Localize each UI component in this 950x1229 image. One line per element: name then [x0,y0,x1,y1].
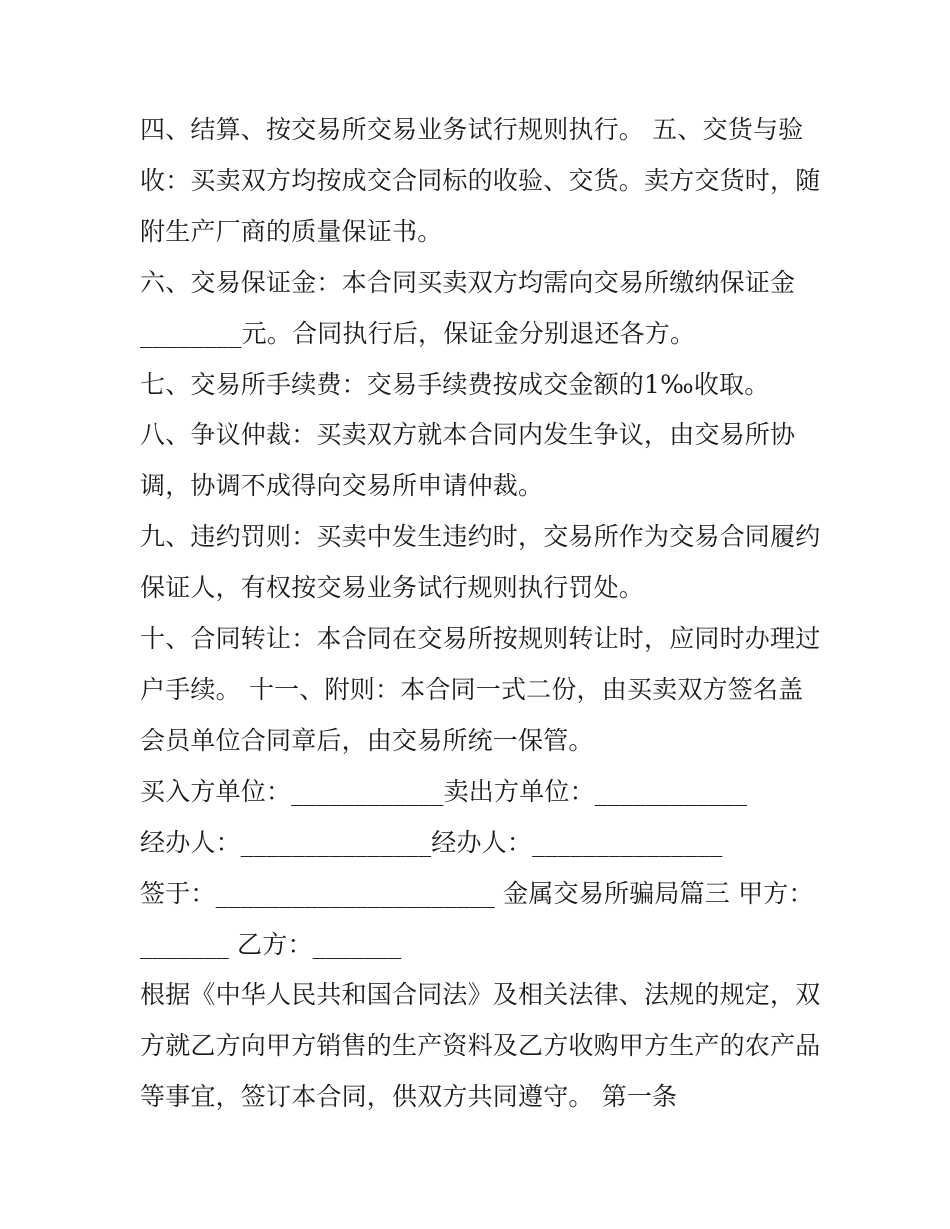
text-line: _______ 乙方：_______ [140,929,402,959]
text-line: 十、合同转让：本合同在交易所按规则转让时，应同时办理过 [140,624,821,654]
text-line: 七、交易所手续费：交易手续费按成交金额的1‰收取。 [140,369,770,399]
text-line: 四、结算、按交易所交易业务试行规则执行。 五、交货与验 [140,115,804,144]
text-line: ________元。合同执行后，保证金分别退还各方。 [140,318,696,348]
text-line: 保证人，有权按交易业务试行规则执行罚处。 [140,573,645,603]
text-line: 收：买卖双方均按成交合同标的收验、交货。卖方交货时，随 [140,165,821,195]
text-line: 附生产厂商的质量保证书。 [140,216,443,246]
text-line: 根据《中华人民共和国合同法》及相关法律、法规的规定，双 [140,980,821,1010]
text-line: 签于：______________________ 金属交易所骗局篇三 甲方： [140,878,814,908]
text-line: 经办人：_______________经办人：_______________ [140,827,723,857]
text-line: 调，协调不成得向交易所申请仲裁。 [140,471,544,501]
text-line: 方就乙方向甲方销售的生产资料及乙方收购甲方生产的农产品 [140,1031,821,1061]
text-line: 买入方单位：____________卖出方单位：____________ [140,776,748,806]
text-line: 会员单位合同章后，由交易所统一保管。 [140,725,594,755]
text-line: 九、违约罚则：买卖中发生违约时，交易所作为交易合同履约 [140,522,821,552]
document-body [140,105,820,1123]
text-line: 六、交易保证金：本合同买卖双方均需向交易所缴纳保证金 [140,267,796,297]
text-line: 等事宜，签订本合同，供双方共同遵守。 第一条 [140,1082,678,1112]
text-line: 八、争议仲裁：买卖双方就本合同内发生争议，由交易所协 [140,420,796,450]
text-line: 户手续。 十一、附则：本合同一式二份，由买卖双方签名盖 [140,674,804,704]
